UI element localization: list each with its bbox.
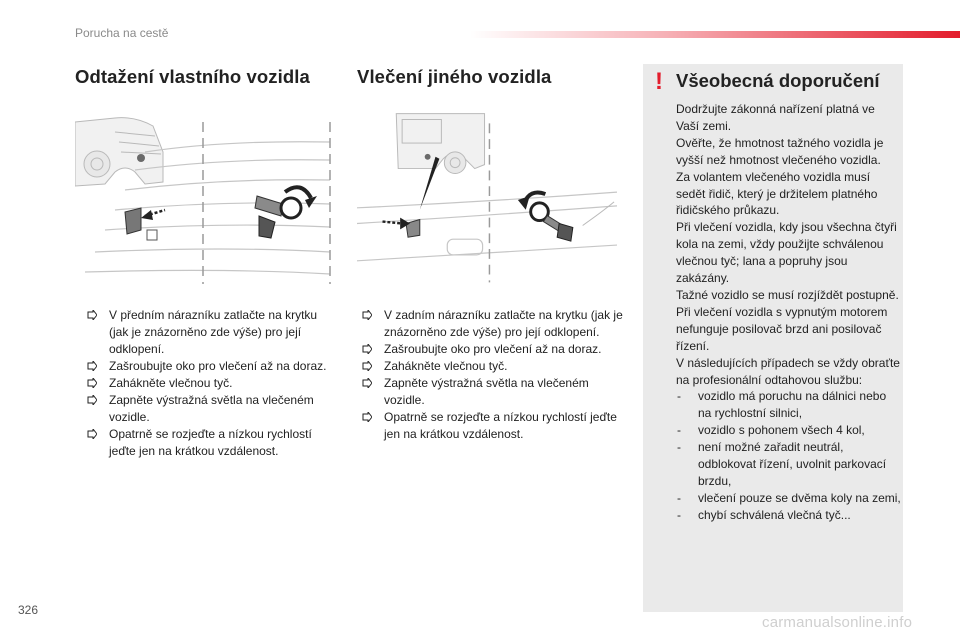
section-header: Porucha na cestě <box>75 26 169 40</box>
page-number: 326 <box>18 603 39 617</box>
step-item: V zadním nárazníku zatlačte na krytku (jak je znázorněno zde výše) pro její odklopení. <box>362 307 624 341</box>
towing-eye <box>255 196 301 238</box>
middle-column-title: Vlečení jiného vozidla <box>357 66 552 87</box>
arrow-right-icon <box>87 310 97 320</box>
advice-case-item: - vozidlo s pohonem všech 4 kol, <box>677 423 865 438</box>
step-item: Opatrně se rozjeďte a nízkou rychlostí jeďte jen na krátkou vzdálenost. <box>87 426 337 460</box>
arrow-right-icon <box>87 378 97 388</box>
advice-title: Všeobecná doporučení <box>676 70 880 91</box>
arrow-right-icon <box>87 361 97 371</box>
towing-eye <box>531 202 614 241</box>
arrow-right-icon <box>362 344 372 354</box>
front-towing-eye-illustration <box>75 112 335 284</box>
rear-cap <box>406 220 420 238</box>
step-item: Zahákněte vlečnou tyč. <box>87 375 337 392</box>
arrow-right-icon <box>87 395 97 405</box>
step-item: Zapněte výstražná světla na vlečeném vozidle. <box>362 375 624 409</box>
push-arrow-icon <box>141 210 165 220</box>
rear-towing-eye-illustration <box>357 112 617 284</box>
advice-paragraph: Tažné vozidlo se musí rozjíždět postupně. <box>676 287 899 302</box>
advice-case-list <box>676 388 901 523</box>
watermark: carmanualsonline.info <box>762 614 913 631</box>
header-accent-line <box>470 31 960 38</box>
advice-text <box>676 101 901 524</box>
step-item: Zašroubujte oko pro vlečení až na doraz. <box>87 358 337 375</box>
left-column-title: Odtažení vlastního vozidla <box>75 66 310 87</box>
rear-bumper-lines <box>357 192 617 261</box>
arrow-right-icon <box>362 361 372 371</box>
exclamation-icon: ! <box>655 68 663 95</box>
step-item: V předním nárazníku zatlačte na krytku (jak je znázorněno zde výše) pro její odklopení. <box>87 307 337 358</box>
advice-paragraph: Při vlečení vozidla, kdy jsou všechna čtyři kola na zemi, vždy použijte schválenou vlečnou tyč; lana a popruhy jsou zakázány. <box>676 220 897 286</box>
left-steps-list <box>87 307 337 460</box>
advice-paragraph: Ověřte, že hmotnost tažného vozidla je vyšší než hmotnost vlečeného vozidla. <box>676 135 884 167</box>
advice-case-item: - vozidlo má poruchu na dálnici nebo na rychlostní silnici, <box>677 389 887 421</box>
step-item: Zapněte výstražná světla na vlečeném vozidle. <box>87 392 337 426</box>
advice-case-item: - vlečení pouze se dvěma koly na zemi, <box>677 490 901 505</box>
van-rear-inset <box>396 114 484 174</box>
middle-steps-list <box>362 307 624 443</box>
arrow-right-icon <box>362 310 372 320</box>
advice-paragraph: Dodržujte zákonná nařízení platná ve Vaší zemi. <box>676 102 875 133</box>
advice-case-item: - chybí schválená vlečná tyč... <box>677 507 851 522</box>
arrow-right-icon <box>362 412 372 422</box>
advice-case-item: - není možné zařadit neutrál, odblokovat řízení, uvolnit parkovací brzdu, <box>677 440 887 488</box>
advice-paragraph: V následujících případech se vždy obraťte na profesionální odtahovou službu: <box>676 355 900 387</box>
step-item: Zašroubujte oko pro vlečení až na doraz. <box>362 341 624 358</box>
arrow-right-icon <box>87 429 97 439</box>
step-item: Opatrně se rozjeďte a nízkou rychlostí jeďte jen na krátkou vzdálenost. <box>362 409 624 443</box>
advice-paragraph: Za volantem vlečeného vozidla musí sedět řidič, který je držitelem platného řidičského průkazu. <box>676 169 878 218</box>
push-arrow-icon <box>383 218 410 230</box>
arrow-right-icon <box>362 378 372 388</box>
step-item: Zahákněte vlečnou tyč. <box>362 358 624 375</box>
advice-paragraph: Při vlečení vozidla s vypnutým motorem nefunguje posilovač brzd ani posilovač řízení. <box>676 304 888 353</box>
